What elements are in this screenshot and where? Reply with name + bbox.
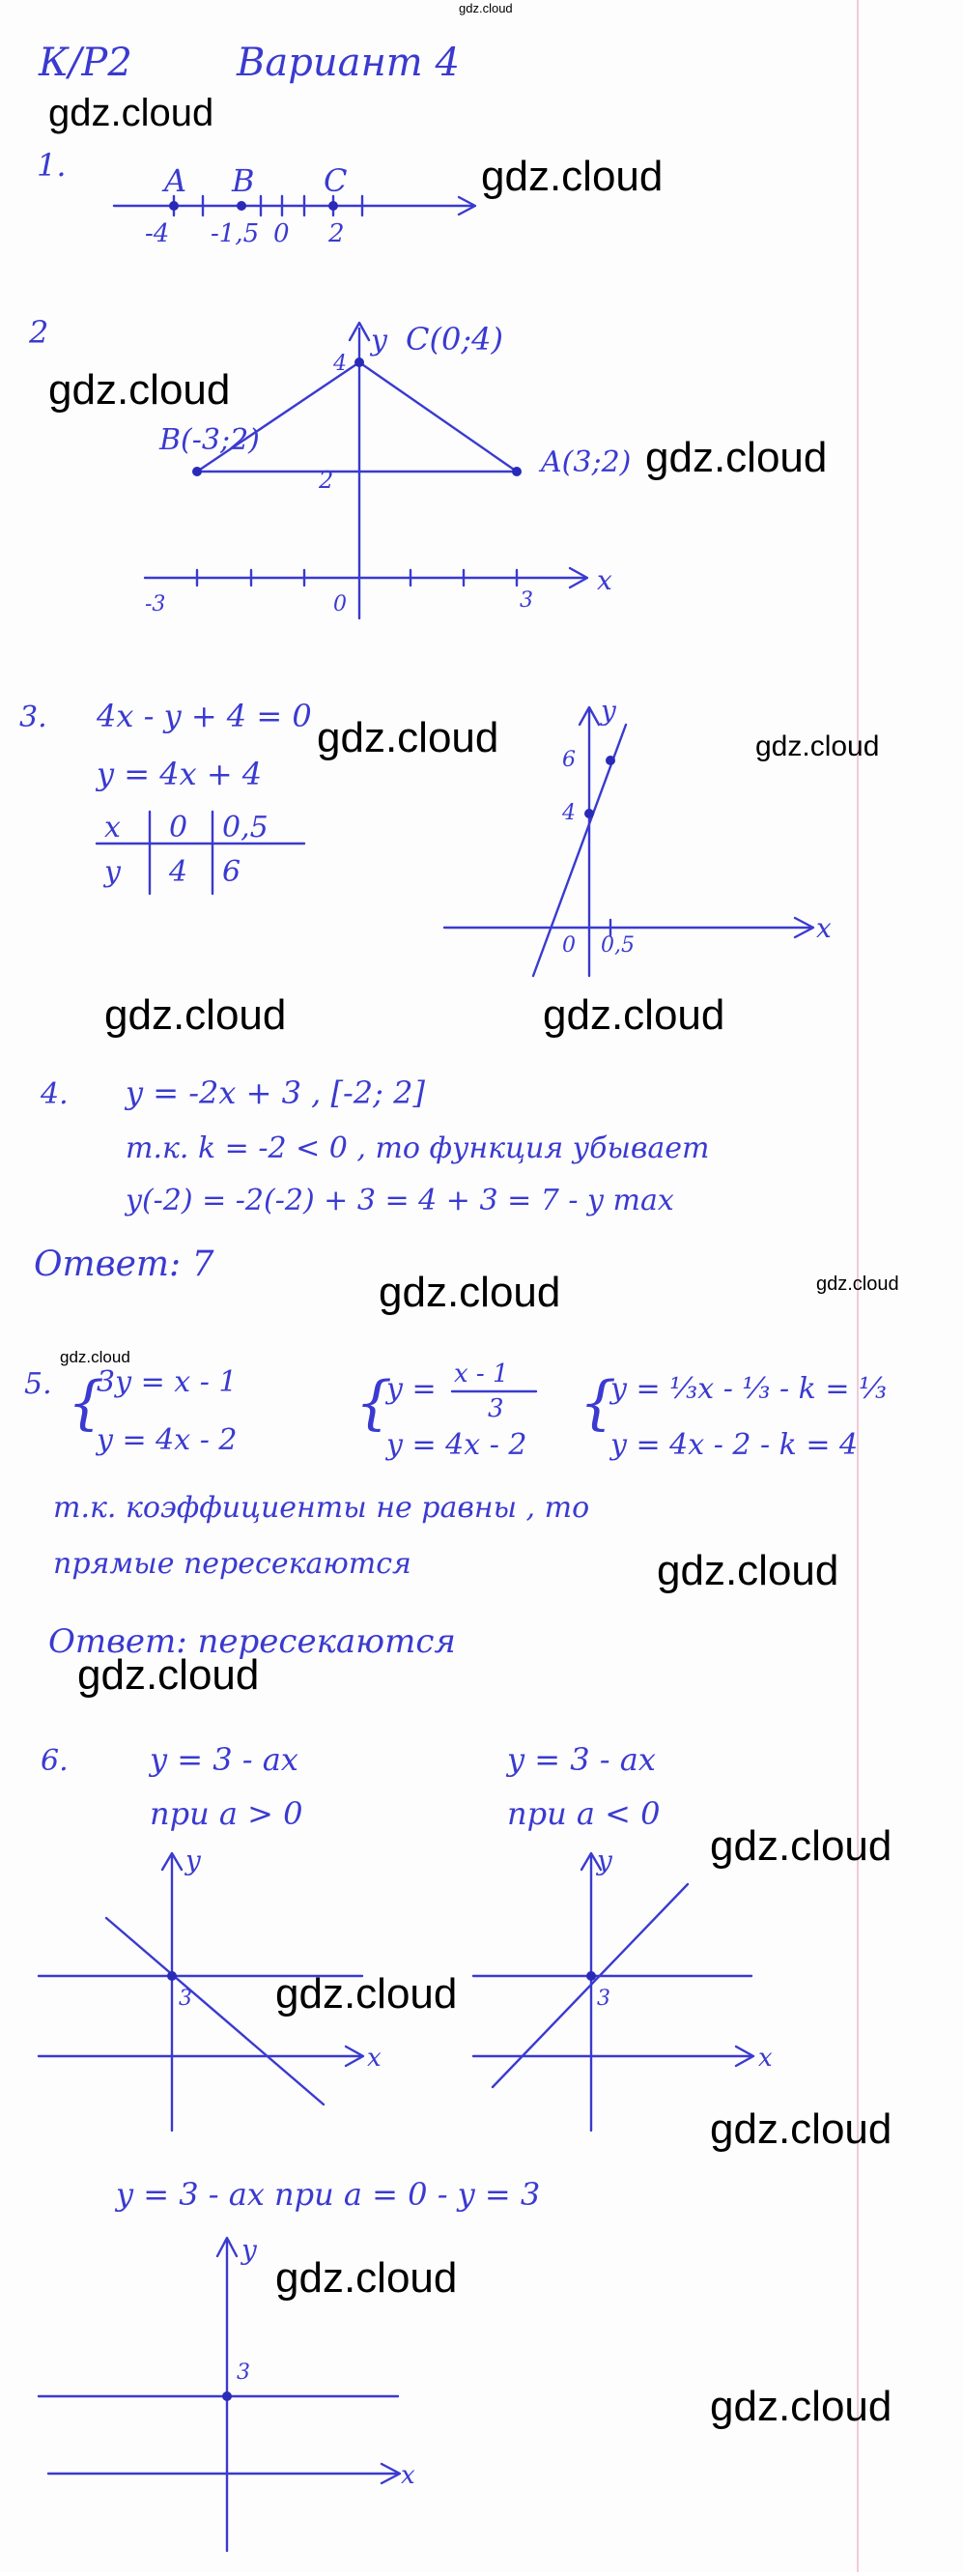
sys1-eq1: 3y = x - 1 <box>97 1365 238 1399</box>
left-equation: y = 3 - ax <box>150 1741 298 1778</box>
coord-a: -4 <box>145 219 170 248</box>
label-b: B <box>232 162 255 199</box>
right-equation: y = 3 - ax <box>507 1741 656 1778</box>
table-x-label: x <box>104 811 121 844</box>
point-c <box>328 201 338 211</box>
tick-0: 0 <box>562 933 576 958</box>
point-0-3 <box>167 1971 177 1981</box>
watermark: gdz.cloud <box>645 434 828 481</box>
table-y2: 6 <box>222 855 241 889</box>
label-c: C <box>324 162 348 199</box>
watermark: gdz.cloud <box>60 1348 130 1366</box>
tick-y2: 2 <box>319 467 334 494</box>
point-05-6 <box>606 756 615 765</box>
sys2-eq2: y = 4x - 2 <box>386 1428 527 1462</box>
watermark: gdz.cloud <box>657 1547 839 1594</box>
point-b <box>237 201 246 211</box>
tick-xm3: -3 <box>145 592 166 616</box>
coord-zero: 0 <box>273 219 290 248</box>
task3-value-table <box>97 812 304 894</box>
point-0-3 <box>222 2391 232 2401</box>
watermark: gdz.cloud <box>816 1274 899 1295</box>
task4-number: 4. <box>41 1077 69 1111</box>
watermark: gdz.cloud <box>481 153 664 200</box>
watermark: gdz.cloud <box>710 2383 892 2430</box>
watermark: gdz.cloud <box>275 2254 458 2302</box>
segment-ca <box>359 362 517 472</box>
tick-3: 3 <box>179 1987 192 2011</box>
axis-y-label: y <box>185 1845 201 1876</box>
sys3-eq1: y = ⅓x - ⅓ - k = ⅓ <box>610 1372 888 1406</box>
header-title: К/Р2 <box>39 41 132 85</box>
point-c <box>354 358 364 367</box>
watermark: gdz.cloud <box>48 92 214 134</box>
point-b <box>192 467 202 476</box>
task5-line1: т.к. коэффициенты не равны , то <box>53 1491 590 1525</box>
task4-answer: Ответ: 7 <box>34 1245 214 1284</box>
bottom-equation: y = 3 - ax при a = 0 - y = 3 <box>116 2176 541 2213</box>
left-condition: при a > 0 <box>150 1795 303 1832</box>
task3-eq2: y = 4x + 4 <box>97 756 263 792</box>
tick-x3: 3 <box>520 588 533 613</box>
axis-x-label: x <box>816 912 832 944</box>
task1-number: 1. <box>37 147 67 184</box>
table-x2: 0,5 <box>222 811 269 844</box>
watermark: gdz.cloud <box>379 1269 561 1316</box>
tick-3: 3 <box>237 2361 250 2385</box>
task4-line3: y(-2) = -2(-2) + 3 = 4 + 3 = 7 - y max <box>126 1184 674 1217</box>
sys2-eq1-numerator: x - 1 <box>454 1360 509 1388</box>
graph-a-negative <box>473 1853 753 2131</box>
tick-6: 6 <box>562 748 576 772</box>
coord-c: 2 <box>328 219 345 248</box>
axis-y-label: y <box>371 324 387 358</box>
coord-b: -1,5 <box>211 219 260 248</box>
label-a: A <box>164 162 187 199</box>
header-variant: Вариант 4 <box>237 41 460 85</box>
watermark: gdz.cloud <box>77 1651 260 1699</box>
watermark: gdz.cloud <box>104 991 287 1039</box>
axis-x-label: x <box>758 2044 773 2073</box>
tick-4: 4 <box>562 801 576 825</box>
watermark: gdz.cloud <box>543 991 725 1039</box>
task5-answer: Ответ: пересекаются <box>48 1622 456 1661</box>
watermark-top: gdz.cloud <box>459 1 513 15</box>
axis-x-label: x <box>367 2044 382 2073</box>
sys3-eq2: y = 4x - 2 - k = 4 <box>610 1428 859 1462</box>
task3-eq1: 4x - y + 4 = 0 <box>97 698 312 734</box>
axis-x-label: x <box>597 564 612 596</box>
sys1-eq2: y = 4x - 2 <box>97 1423 238 1457</box>
system-brace: { <box>580 1369 617 1437</box>
point-0-4 <box>584 809 594 818</box>
task5-number: 5. <box>24 1367 52 1401</box>
task1-number-line <box>114 196 475 215</box>
sys2-eq1-lhs: y = <box>386 1372 437 1406</box>
table-y1: 4 <box>169 855 188 889</box>
task4-line1: y = -2x + 3 , [-2; 2] <box>126 1074 425 1111</box>
watermark: gdz.cloud <box>275 1970 458 2018</box>
task5-line2: прямые пересекаются <box>53 1547 411 1581</box>
point-0-3 <box>586 1971 596 1981</box>
axis-y-label: y <box>597 1845 612 1876</box>
sys2-eq1-denominator: 3 <box>488 1394 504 1423</box>
tick-05: 0,5 <box>601 933 635 958</box>
task2-number: 2 <box>29 314 49 351</box>
tick-x0: 0 <box>333 592 347 616</box>
table-x1: 0 <box>169 811 188 844</box>
watermark: gdz.cloud <box>710 2105 892 2153</box>
system-brace: { <box>68 1369 105 1437</box>
axis-y-label: y <box>241 2234 257 2266</box>
label-b: B(-3;2) <box>159 423 260 457</box>
tick-y4: 4 <box>333 352 347 376</box>
watermark: gdz.cloud <box>710 1822 892 1870</box>
task3-number: 3. <box>19 701 47 734</box>
axis-y-label: y <box>601 695 616 727</box>
point-a <box>512 467 522 476</box>
watermark: gdz.cloud <box>317 714 499 761</box>
task6-number: 6. <box>41 1744 69 1778</box>
system-brace: { <box>355 1369 393 1437</box>
watermark: gdz.cloud <box>755 730 880 762</box>
task4-line2: т.к. k = -2 < 0 , то функция убывает <box>126 1131 710 1165</box>
axis-x-label: x <box>401 2461 415 2490</box>
label-a: A(3;2) <box>541 445 632 479</box>
watermark: gdz.cloud <box>48 366 231 414</box>
table-y-label: y <box>104 855 121 889</box>
label-c: C(0;4) <box>406 321 503 358</box>
tick-3: 3 <box>597 1987 610 2011</box>
point-a <box>169 201 179 211</box>
right-condition: при a < 0 <box>507 1795 661 1832</box>
